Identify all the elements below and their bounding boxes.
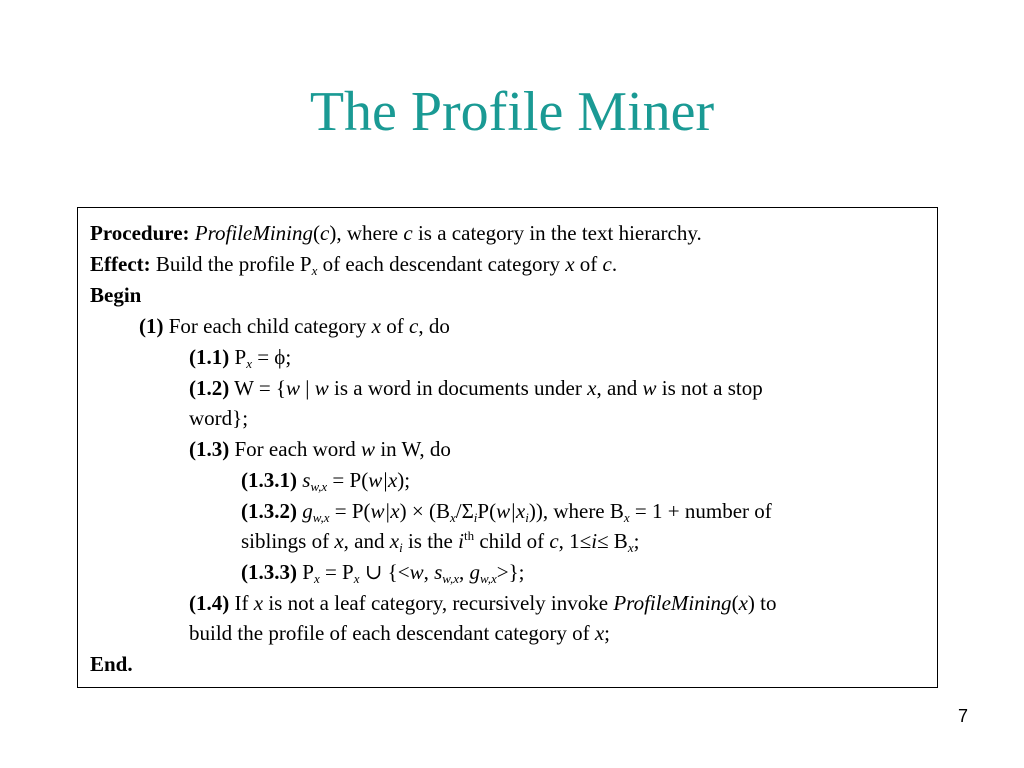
step-text: ≤ B bbox=[597, 529, 628, 553]
step-1-3-2-continued bbox=[241, 528, 639, 554]
step-text: = ϕ; bbox=[257, 345, 292, 369]
step-label: (1.1) bbox=[189, 345, 230, 369]
step-text: ; bbox=[604, 621, 611, 645]
step-text: is a word in documents under bbox=[334, 376, 582, 400]
step-text: = P( bbox=[334, 499, 371, 523]
step-1-1 bbox=[189, 344, 291, 370]
step-text: | bbox=[305, 376, 310, 400]
step-label: (1.3.2) bbox=[241, 499, 297, 523]
step-text: = 1 + number of bbox=[634, 499, 772, 523]
step-var: x bbox=[334, 529, 344, 553]
step-sub: i bbox=[473, 510, 478, 525]
step-text: ; bbox=[633, 529, 640, 553]
end-line bbox=[90, 651, 133, 677]
step-sub: x bbox=[627, 540, 634, 555]
step-1-3-3 bbox=[241, 559, 525, 585]
step-var: x bbox=[587, 376, 597, 400]
step-text: is the bbox=[407, 529, 453, 553]
effect-var: c bbox=[602, 252, 612, 276]
step-var: x bbox=[389, 529, 400, 553]
step-text: /Σ bbox=[455, 499, 474, 523]
begin-line bbox=[90, 282, 141, 308]
step-text: in W, do bbox=[380, 437, 451, 461]
step-text: P bbox=[302, 560, 314, 584]
procedure-line: Procedure: ProfileMining(c), where c is a category in the text hierarchy. bbox=[90, 221, 702, 245]
step-sub: w,x bbox=[442, 571, 459, 586]
step-text: >}; bbox=[496, 560, 525, 584]
effect-text: of bbox=[579, 252, 598, 276]
step-label: (1.2) bbox=[189, 376, 230, 400]
step-text: ( bbox=[731, 591, 739, 615]
slide-title: The Profile Miner bbox=[309, 81, 715, 143]
end-label: End. bbox=[90, 652, 133, 676]
effect-var: x bbox=[565, 252, 575, 276]
step-var: s bbox=[434, 560, 443, 584]
step-sub: x bbox=[353, 571, 360, 586]
step-text: , bbox=[459, 560, 465, 584]
step-sub: w,x bbox=[310, 479, 328, 494]
step-var: g bbox=[302, 499, 313, 523]
step-text: is not a leaf category, recursively invoke bbox=[268, 591, 609, 615]
step-var: x bbox=[253, 591, 264, 615]
step-var: w bbox=[409, 560, 424, 584]
step-label: (1) bbox=[139, 314, 164, 338]
procedure-label: Procedure: bbox=[90, 221, 190, 245]
step-text: ) to bbox=[747, 591, 777, 615]
step-var: i bbox=[591, 529, 598, 553]
step-var: w bbox=[361, 437, 376, 461]
step-1-4 bbox=[189, 590, 776, 616]
step-text: W = { bbox=[234, 376, 286, 400]
step-text: = P( bbox=[332, 468, 369, 492]
effect-text: of each descendant category bbox=[322, 252, 560, 276]
step-var: ProfileMining bbox=[613, 591, 732, 615]
step-var: w|x bbox=[370, 499, 400, 523]
step-text: , and bbox=[596, 376, 638, 400]
step-sup: th bbox=[463, 528, 475, 543]
effect-line: Effect: Build the profile $P_x$ of each descendant category x of c. bbox=[90, 252, 618, 278]
step-text: P bbox=[234, 345, 247, 369]
step-text: ∪ {< bbox=[364, 560, 410, 584]
step-label: (1.3.3) bbox=[241, 560, 297, 584]
step-1 bbox=[139, 313, 450, 339]
step-label: (1.3) bbox=[189, 437, 230, 461]
step-1-2 bbox=[189, 375, 763, 401]
algorithm-box bbox=[77, 207, 938, 688]
effect-sub: x bbox=[311, 263, 318, 278]
effect-label: Effect: bbox=[90, 252, 151, 276]
step-sub: w,x bbox=[480, 571, 497, 586]
procedure-var: c bbox=[403, 221, 413, 245]
effect-text: Build the profile P bbox=[155, 252, 312, 276]
step-text: , do bbox=[418, 314, 450, 338]
step-text: , and bbox=[343, 529, 385, 553]
step-text: , bbox=[423, 560, 429, 584]
step-var: i bbox=[458, 529, 464, 553]
step-1-2-continued bbox=[189, 405, 248, 431]
step-text: of bbox=[386, 314, 404, 338]
step-text: word}; bbox=[189, 406, 249, 430]
step-1-3-2 bbox=[241, 498, 772, 524]
step-text: )), where B bbox=[528, 499, 624, 523]
step-text: child of bbox=[479, 529, 545, 553]
step-text: is not a stop bbox=[661, 376, 763, 400]
step-var: w bbox=[314, 376, 329, 400]
procedure-name: ProfileMining bbox=[194, 221, 313, 245]
step-var: w|x bbox=[368, 468, 398, 492]
step-text: ) × (B bbox=[399, 499, 450, 523]
begin-label: Begin bbox=[90, 283, 142, 307]
procedure-text: is a category in the text hierarchy. bbox=[417, 221, 702, 245]
procedure-text: , where bbox=[336, 221, 399, 245]
step-var: c bbox=[549, 529, 559, 553]
step-text: ); bbox=[397, 468, 411, 492]
step-1-4-continued bbox=[189, 620, 610, 646]
step-text: build the profile of each descendant category of bbox=[189, 621, 590, 645]
step-label: (1.3.1) bbox=[241, 468, 297, 492]
step-sub: x bbox=[449, 510, 456, 525]
step-1-3 bbox=[189, 436, 451, 462]
step-var: g bbox=[469, 560, 480, 584]
step-text: P( bbox=[477, 499, 497, 523]
step-var: w bbox=[286, 376, 301, 400]
step-sub: i bbox=[525, 510, 529, 525]
step-var: s bbox=[302, 468, 311, 492]
procedure-arg: c bbox=[320, 221, 330, 245]
step-text: , 1≤ bbox=[558, 529, 592, 553]
step-1-3-1 bbox=[241, 467, 410, 493]
step-text: For each child category bbox=[168, 314, 367, 338]
step-text: If bbox=[234, 591, 249, 615]
step-text: For each word bbox=[234, 437, 356, 461]
step-sub: x bbox=[246, 356, 252, 371]
step-text: siblings of bbox=[241, 529, 330, 553]
step-text: = P bbox=[324, 560, 354, 584]
page-number: 7 bbox=[957, 706, 968, 726]
step-sub: i bbox=[399, 540, 403, 555]
step-var: x bbox=[371, 314, 381, 338]
step-sub: x bbox=[313, 571, 320, 586]
step-label: (1.4) bbox=[189, 591, 230, 615]
step-var: w|x bbox=[496, 499, 526, 523]
step-var: x bbox=[738, 591, 748, 615]
step-sub: w,x bbox=[312, 510, 330, 525]
step-var: w bbox=[642, 376, 657, 400]
step-sub: x bbox=[623, 510, 630, 525]
step-var: c bbox=[409, 314, 419, 338]
step-var: x bbox=[594, 621, 605, 645]
